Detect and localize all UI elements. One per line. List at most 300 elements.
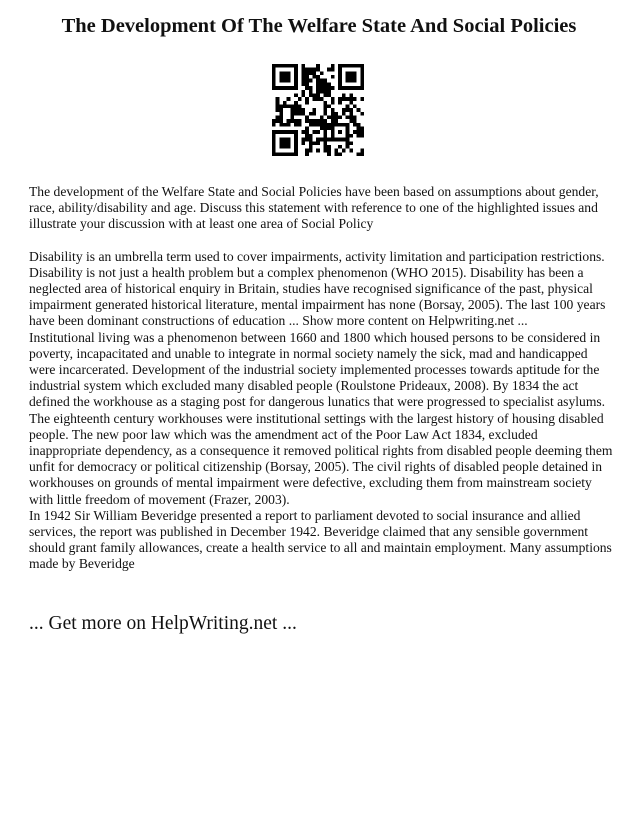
qr-module (276, 104, 280, 108)
qr-module (294, 149, 298, 153)
qr-module (305, 138, 309, 142)
qr-module (309, 149, 313, 153)
qr-module (294, 119, 298, 123)
qr-module (335, 123, 339, 127)
qr-module (324, 127, 328, 131)
qr-module (349, 71, 353, 75)
qr-module (360, 130, 364, 134)
document-title: The Development Of The Welfare State And Social Policies (61, 15, 577, 37)
qr-module (353, 104, 357, 108)
qr-module (338, 101, 342, 105)
qr-module (324, 86, 328, 90)
qr-module (346, 79, 350, 83)
qr-module (335, 152, 339, 156)
qr-module (320, 119, 324, 123)
qr-module (298, 108, 302, 112)
qr-module (287, 130, 291, 134)
qr-module (316, 149, 320, 153)
qr-module (338, 64, 342, 68)
qr-module (316, 93, 320, 97)
qr-module (290, 130, 294, 134)
qr-module (283, 86, 287, 90)
qr-module (287, 104, 291, 108)
qr-module (279, 112, 283, 116)
qr-module (294, 138, 298, 142)
qr-module (353, 119, 357, 123)
qr-module (346, 141, 350, 145)
qr-module (346, 134, 350, 138)
qr-module (346, 104, 350, 108)
qr-module (327, 104, 331, 108)
qr-module (309, 86, 313, 90)
qr-module (360, 152, 364, 156)
qr-module (338, 86, 342, 90)
qr-module (360, 127, 364, 131)
qr-module (324, 93, 328, 97)
qr-module (279, 108, 283, 112)
qr-module (301, 90, 305, 94)
qr-module (294, 145, 298, 149)
qr-module (279, 86, 283, 90)
qr-module (346, 86, 350, 90)
qr-module (312, 130, 316, 134)
qr-module (346, 71, 350, 75)
qr-module (290, 116, 294, 120)
qr-module (331, 108, 335, 112)
qr-module (287, 152, 291, 156)
qr-module (294, 75, 298, 79)
qr-module (327, 93, 331, 97)
qr-module (353, 86, 357, 90)
qr-module (276, 108, 280, 112)
qr-module (338, 75, 342, 79)
qr-module (349, 108, 353, 112)
qr-module (272, 64, 276, 68)
qr-module (353, 97, 357, 101)
qr-module (287, 71, 291, 75)
qr-module (294, 108, 298, 112)
body-paragraph-2: Institutional living was a phenomenon between 1660 and 1800 which housed persons to be considered in poverty, incapacitated and unable to integrate in normal society namely the sick, mad and handicapped were incarcerated. Development of the industrial society implemented processes towards aptitude for the industrial system which excluded many disabled people (Roulstone Prideaux, 2008). By 1834 the act defined the workhouse as a staging post for dangerous lunatics that were progressed to specialist asylums. The eighteenth century workhouses were institutional settings with the largest history of housing disabled people. The new poor law which was the amendment act of the Poor Law Act 1834, excluded inappropriate dependency, as a consequence it removed political rights from disabled people deeming them unfit for democracy or political citizenship (Borsay, 2005). The civil rights of disabled people detained in workhouses on grounds of mental impairment were defective, excluding them from mainstream society with little freedom of movement (Frazer, 2003). (29, 329, 613, 507)
qr-module (305, 97, 309, 101)
qr-module (338, 71, 342, 75)
qr-module (324, 145, 328, 149)
qr-module (301, 82, 305, 86)
qr-module (279, 71, 283, 75)
qr-module (290, 86, 294, 90)
qr-module (272, 86, 276, 90)
qr-module (360, 112, 364, 116)
qr-module (298, 104, 302, 108)
qr-module (301, 130, 305, 134)
qr-module (346, 64, 350, 68)
qr-module (305, 130, 309, 134)
qr-module (305, 134, 309, 138)
qr-module (276, 152, 280, 156)
qr-module (349, 101, 353, 105)
qr-module (305, 71, 309, 75)
qr-module (349, 75, 353, 79)
qr-module (283, 64, 287, 68)
qr-module (309, 119, 313, 123)
qr-module (294, 64, 298, 68)
qr-code-icon (272, 64, 364, 156)
qr-module (342, 86, 346, 90)
qr-module (331, 130, 335, 134)
qr-module (360, 68, 364, 72)
qr-module (287, 86, 291, 90)
qr-module (312, 75, 316, 79)
qr-module (294, 82, 298, 86)
body-paragraph-1: Disability is an umbrella term used to cover impairments, activity limitation and participation restrictions. Disability is not just a health problem but a complex phenomenon (WHO 2015). Disability has been a neglected area of historical enquiry in Britain, studies have recognised significance of the past, physical impairment generated historical literature, mental impairment has none (Borsay, 2005). The last 100 years have been dominant constructions of education ... Show more content on Helpwriting.net ... (29, 248, 606, 329)
qr-module (360, 75, 364, 79)
qr-module (312, 108, 316, 112)
qr-module (276, 119, 280, 123)
qr-module (338, 138, 342, 142)
qr-module (279, 145, 283, 149)
qr-module (324, 112, 328, 116)
qr-module (272, 130, 276, 134)
qr-module (301, 93, 305, 97)
qr-module (320, 97, 324, 101)
qr-module (312, 68, 316, 72)
qr-module (279, 64, 283, 68)
qr-module (327, 145, 331, 149)
qr-module (349, 79, 353, 83)
qr-module (316, 64, 320, 68)
qr-module (338, 145, 342, 149)
qr-module (283, 101, 287, 105)
qr-module (353, 116, 357, 120)
qr-module (301, 64, 305, 68)
qr-module (309, 93, 313, 97)
qr-module (338, 82, 342, 86)
qr-module (327, 82, 331, 86)
qr-module (331, 97, 335, 101)
qr-module (327, 68, 331, 72)
qr-module (331, 123, 335, 127)
qr-module (272, 138, 276, 142)
qr-module (324, 149, 328, 153)
qr-module (276, 64, 280, 68)
qr-module (290, 104, 294, 108)
qr-module (346, 97, 350, 101)
qr-module (357, 123, 361, 127)
qr-module (331, 101, 335, 105)
qr-module (272, 79, 276, 83)
qr-module (335, 116, 339, 120)
qr-module (301, 138, 305, 142)
qr-module (327, 152, 331, 156)
qr-module (294, 112, 298, 116)
qr-module (324, 134, 328, 138)
qr-module (298, 123, 302, 127)
qr-module (331, 138, 335, 142)
qr-module (279, 130, 283, 134)
qr-module (324, 101, 328, 105)
qr-module (312, 123, 316, 127)
qr-module (272, 145, 276, 149)
body-paragraph-3: In 1942 Sir William Beveridge presented a report to parliament devoted to social insurance and allied services, the report was published in December 1942. Beveridge claimed that any sensible government should grant family allowances, create a health service to all and maintain employment. Many assumptions made by Beveridge (29, 507, 612, 572)
qr-module (320, 90, 324, 94)
qr-module (279, 119, 283, 123)
qr-module (279, 123, 283, 127)
qr-module (324, 119, 328, 123)
qr-module (353, 123, 357, 127)
qr-module (309, 141, 313, 145)
qr-module (338, 68, 342, 72)
qr-module (316, 138, 320, 142)
qr-module (331, 116, 335, 120)
qr-module (283, 79, 287, 83)
qr-module (357, 64, 361, 68)
qr-module (309, 134, 313, 138)
qr-module (324, 90, 328, 94)
qr-module (312, 97, 316, 101)
qr-module (287, 79, 291, 83)
qr-module (283, 104, 287, 108)
qr-module (279, 79, 283, 83)
qr-module (349, 141, 353, 145)
qr-module (305, 127, 309, 131)
qr-module (305, 79, 309, 83)
qr-module (301, 71, 305, 75)
qr-module (327, 138, 331, 142)
qr-module (305, 101, 309, 105)
qr-module (279, 75, 283, 79)
qr-module (272, 75, 276, 79)
qr-module (357, 134, 361, 138)
qr-module (305, 86, 309, 90)
qr-module (331, 75, 335, 79)
qr-module (324, 130, 328, 134)
qr-module (312, 71, 316, 75)
qr-module (283, 123, 287, 127)
qr-module (312, 119, 316, 123)
qr-module (294, 93, 298, 97)
qr-module (283, 71, 287, 75)
qr-module (301, 75, 305, 79)
qr-module (327, 127, 331, 131)
qr-module (305, 149, 309, 153)
prompt-paragraph: The development of the Welfare State and Social Policies have been based on assumptions about gender, race, ability/disability and age. Discuss this statement with reference to one of the highlighted issues and illustrate your discussion with at least one area of Social Policy (29, 184, 599, 232)
qr-module (342, 64, 346, 68)
qr-module (305, 68, 309, 72)
qr-module (279, 152, 283, 156)
qr-module (331, 112, 335, 116)
qr-module (316, 75, 320, 79)
qr-module (357, 108, 361, 112)
qr-module (283, 75, 287, 79)
qr-module (349, 116, 353, 120)
qr-module (298, 97, 302, 101)
qr-module (294, 141, 298, 145)
qr-module (353, 71, 357, 75)
qr-module (287, 64, 291, 68)
qr-module (327, 123, 331, 127)
qr-module (327, 90, 331, 94)
qr-module (316, 68, 320, 72)
qr-module (327, 149, 331, 153)
qr-module (342, 112, 346, 116)
qr-module (342, 93, 346, 97)
qr-module (331, 68, 335, 72)
qr-module (349, 112, 353, 116)
qr-module (294, 134, 298, 138)
qr-module (320, 79, 324, 83)
qr-module (349, 149, 353, 153)
qr-module (301, 112, 305, 116)
qr-module (283, 141, 287, 145)
qr-module (316, 119, 320, 123)
qr-module (335, 112, 339, 116)
qr-module (279, 104, 283, 108)
qr-module (272, 152, 276, 156)
qr-module (309, 123, 313, 127)
qr-module (305, 116, 309, 120)
qr-module (312, 93, 316, 97)
qr-module (338, 152, 342, 156)
qr-module (338, 116, 342, 120)
qr-module (294, 104, 298, 108)
qr-module (276, 116, 280, 120)
qr-module (346, 127, 350, 131)
qr-module (309, 138, 313, 142)
qr-module (272, 141, 276, 145)
qr-module (294, 130, 298, 134)
qr-module (335, 119, 339, 123)
qr-module (316, 82, 320, 86)
qr-module (316, 130, 320, 134)
qr-module (331, 127, 335, 131)
qr-module (353, 130, 357, 134)
qr-module (353, 75, 357, 79)
qr-module (331, 64, 335, 68)
qr-module (324, 108, 328, 112)
qr-module (312, 141, 316, 145)
qr-module (301, 79, 305, 83)
qr-module (353, 79, 357, 83)
qr-module (357, 86, 361, 90)
qr-module (349, 64, 353, 68)
qr-module (283, 130, 287, 134)
qr-module (346, 123, 350, 127)
qr-module (349, 86, 353, 90)
qr-module (287, 145, 291, 149)
qr-module (360, 64, 364, 68)
qr-module (301, 141, 305, 145)
qr-code-graphic (272, 64, 364, 156)
qr-module (294, 71, 298, 75)
qr-module (338, 97, 342, 101)
qr-module (338, 123, 342, 127)
qr-module (338, 130, 342, 134)
qr-module (324, 138, 328, 142)
qr-module (320, 138, 324, 142)
qr-module (346, 75, 350, 79)
qr-module (316, 97, 320, 101)
qr-module (298, 119, 302, 123)
qr-module (287, 141, 291, 145)
qr-module (338, 79, 342, 83)
qr-module (349, 93, 353, 97)
qr-module (360, 134, 364, 138)
qr-module (272, 149, 276, 153)
qr-module (301, 68, 305, 72)
qr-module (316, 90, 320, 94)
qr-module (331, 119, 335, 123)
qr-module (290, 108, 294, 112)
qr-module (360, 71, 364, 75)
qr-module (357, 127, 361, 131)
qr-module (283, 145, 287, 149)
qr-module (294, 79, 298, 83)
qr-module (320, 123, 324, 127)
qr-module (290, 119, 294, 123)
qr-module (312, 112, 316, 116)
qr-module (335, 138, 339, 142)
qr-module (272, 68, 276, 72)
qr-module (316, 86, 320, 90)
qr-module (287, 138, 291, 142)
qr-module (294, 101, 298, 105)
qr-module (360, 79, 364, 83)
qr-module (309, 71, 313, 75)
qr-module (298, 112, 302, 116)
qr-module (360, 149, 364, 153)
qr-module (309, 68, 313, 72)
qr-module (346, 108, 350, 112)
qr-module (305, 152, 309, 156)
qr-module (320, 82, 324, 86)
qr-module (342, 97, 346, 101)
document-body (29, 184, 613, 573)
qr-module (360, 97, 364, 101)
qr-module (272, 119, 276, 123)
qr-module (357, 152, 361, 156)
qr-module (276, 97, 280, 101)
qr-module (335, 149, 339, 153)
qr-module (305, 75, 309, 79)
qr-module (316, 123, 320, 127)
qr-module (349, 134, 353, 138)
qr-module (320, 116, 324, 120)
qr-module (349, 97, 353, 101)
qr-module (346, 145, 350, 149)
qr-module (290, 64, 294, 68)
qr-module (272, 71, 276, 75)
qr-module (287, 119, 291, 123)
qr-module (342, 123, 346, 127)
qr-module (324, 104, 328, 108)
qr-module (357, 130, 361, 134)
qr-module (272, 82, 276, 86)
qr-module (353, 64, 357, 68)
qr-module (342, 108, 346, 112)
qr-module (346, 138, 350, 142)
qr-module (305, 82, 309, 86)
footer-link[interactable]: ... Get more on HelpWriting.net ... (29, 613, 297, 634)
qr-module (287, 123, 291, 127)
qr-module (324, 141, 328, 145)
qr-module (331, 86, 335, 90)
qr-module (324, 79, 328, 83)
qr-module (272, 134, 276, 138)
qr-module (324, 82, 328, 86)
qr-module (276, 130, 280, 134)
qr-module (294, 152, 298, 156)
qr-module (279, 116, 283, 120)
qr-module (294, 86, 298, 90)
